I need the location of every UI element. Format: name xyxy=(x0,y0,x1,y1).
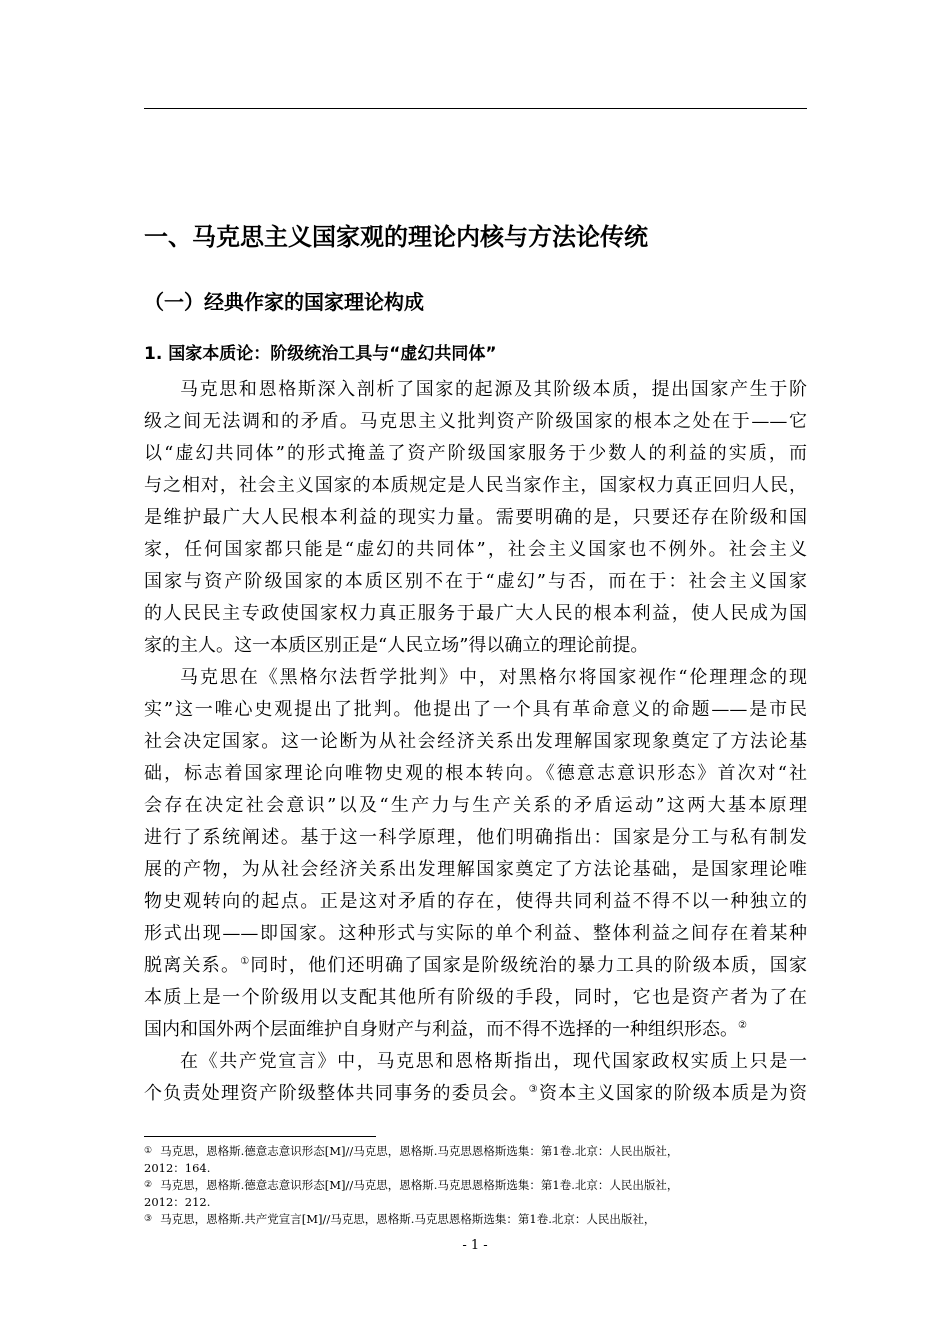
page-number: - 1 - xyxy=(462,1238,488,1253)
body-text: 国内和国外两个层面维护自身财产与利益，而不得不选择的一种组织形态。 xyxy=(144,1019,738,1040)
body-text: 个负责处理资产阶级整体共同事务的委员会。 xyxy=(144,1083,529,1104)
footnote-rule xyxy=(144,1136,376,1137)
body-line: 本质上是一个阶级用以支配其他所有阶级的手段，同时，它也是资产者为了在 xyxy=(144,987,807,1008)
body-line: 国家与资产阶级国家的本质区别不在于“虚幻”与否，而在于：社会主义国家 xyxy=(144,571,807,592)
footnote-mark: ③ xyxy=(144,1214,153,1224)
body-line: 社会决定国家。这一论断为从社会经济关系出发理解国家现象奠定了方法论基 xyxy=(144,731,807,752)
body-line: 与之相对，社会主义国家的本质规定是人民当家作主，国家权力真正回归人民， xyxy=(144,475,807,496)
footnote xyxy=(144,1143,816,1160)
body-text: 资本主义国家的阶级本质是为资 xyxy=(538,1083,808,1104)
body-line: 础，标志着国家理论向唯物史观的根本转向。《德意志意识形态》首次对“社 xyxy=(144,763,807,784)
footnote-ref[interactable]: ③ xyxy=(528,1084,539,1095)
body-line: 进行了系统阐述。基于这一科学原理，他们明确指出：国家是分工与私有制发 xyxy=(144,827,807,848)
body-line xyxy=(144,1078,807,1110)
footnote-continuation: 2012：164. xyxy=(144,1161,211,1175)
body-line: 马克思在《黑格尔法哲学批判》中，对黑格尔将国家视作“伦理理念的现 xyxy=(180,667,807,688)
chapter-heading: 一、马克思主义国家观的理论内核与方法论传统 xyxy=(144,223,648,251)
body-line: 以“虚幻共同体”的形式掩盖了资产阶级国家服务于少数人的利益的实质，而 xyxy=(144,443,807,464)
body-line: 物史观转向的起点。正是这对矛盾的存在，使得共同利益不得不以一种独立的 xyxy=(144,891,807,912)
subsection-heading: 1. 国家本质论：阶级统治工具与“虚幻共同体” xyxy=(144,344,497,364)
body-line: 是维护最广大人民根本利益的现实力量。需要明确的是，只要还存在阶级和国 xyxy=(144,507,807,528)
body-line: 家，任何国家都只能是“虚幻的共同体”，社会主义国家也不例外。社会主义 xyxy=(144,539,807,560)
body-line: 马克思和恩格斯深入剖析了国家的起源及其阶级本质，提出国家产生于阶 xyxy=(180,379,807,400)
body-line: 的人民民主专政使国家权力真正服务于最广大人民的根本利益，使人民成为国 xyxy=(144,603,807,624)
body-line: 级之间无法调和的矛盾。马克思主义批判资产阶级国家的根本之处在于——它 xyxy=(144,411,807,432)
body-text: 同时，他们还明确了国家是阶级统治的暴力工具的阶级本质，国家 xyxy=(250,955,808,976)
body-line: 实”这一唯心史观提出了批判。他提出了一个具有革命意义的命题——是市民 xyxy=(144,699,807,720)
footnote-ref[interactable]: ① xyxy=(240,956,251,967)
footnote xyxy=(144,1177,816,1194)
footnote xyxy=(144,1211,816,1228)
body-line: 家的主人。这一本质区别正是“人民立场”得以确立的理论前提。 xyxy=(144,635,649,656)
body-line: 会存在决定社会意识”以及“生产力与生产关系的矛盾运动”这两大基本原理 xyxy=(144,795,807,816)
header-rule xyxy=(144,108,807,109)
footnote-ref[interactable]: ② xyxy=(738,1020,747,1031)
footnote-continuation: 2012：212. xyxy=(144,1195,211,1209)
body-line xyxy=(144,950,807,982)
footnote-text: 马克思，恩格斯.德意志意识形态[M]//马克思，恩格斯.马克思恩格斯选集：第1卷.北京：人民出版社， xyxy=(160,1178,679,1192)
body-line xyxy=(144,1014,807,1046)
footnote-text: 马克思，恩格斯.德意志意识形态[M]//马克思，恩格斯.马克思恩格斯选集：第1卷.北京：人民出版社， xyxy=(160,1144,679,1158)
body-line: 展的产物，为从社会经济关系出发理解国家奠定了方法论基础，是国家理论唯 xyxy=(144,859,807,880)
footnote-mark: ① xyxy=(144,1146,153,1156)
body-line: 形式出现——即国家。这种形式与实际的单个利益、整体利益之间存在着某种 xyxy=(144,923,807,944)
body-text: 脱离关系。 xyxy=(144,955,241,976)
footnote-mark: ② xyxy=(144,1180,153,1190)
footnote-text: 马克思，恩格斯.共产党宣言[M]//马克思，恩格斯.马克思恩格斯选集：第1卷.北京：人民出版社， xyxy=(160,1212,656,1226)
section-heading: （一）经典作家的国家理论构成 xyxy=(144,290,424,314)
body-line: 在《共产党宣言》中，马克思和恩格斯指出，现代国家政权实质上只是一 xyxy=(180,1051,807,1072)
